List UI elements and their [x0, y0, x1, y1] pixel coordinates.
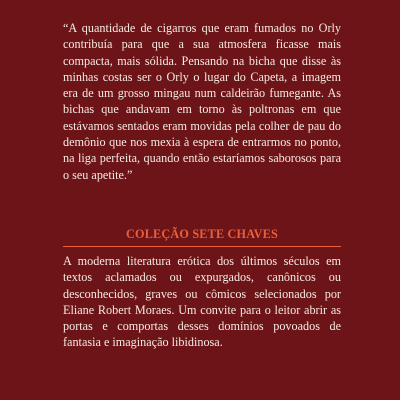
collection-title: COLEÇÃO SETE CHAVES — [126, 227, 278, 241]
title-divider — [63, 246, 341, 247]
collection-description: A moderna literatura erótica dos últimos séculos em textos aclamados ou expurgados, canônicos ou desconhecidos, graves ou cômicos selecionados por Eliane Robert Moraes. Um convite para o leitor abrir as portas e comportas desses domínios povoados de fantasia e imaginação libidinosa. — [63, 254, 341, 350]
quote-excerpt: “A quantidade de cigarros que eram fumados no Orly contribuía para que a sua atmosfera ficasse mais compacta, mais sólida. Pensando na bicha que disse às minhas costas ser o Orly o lugar do Capeta, a imagem era de um grosso mingau num caldeirão fumegante. As bichas que andavam em torno às poltronas em que estávamos sentados eram movidas pela colher de pau do demônio que nos mexia à espera de entrarmos no ponto, na liga perfeita, quando então estaríamos saborosos para o seu apetite.” — [63, 21, 341, 182]
